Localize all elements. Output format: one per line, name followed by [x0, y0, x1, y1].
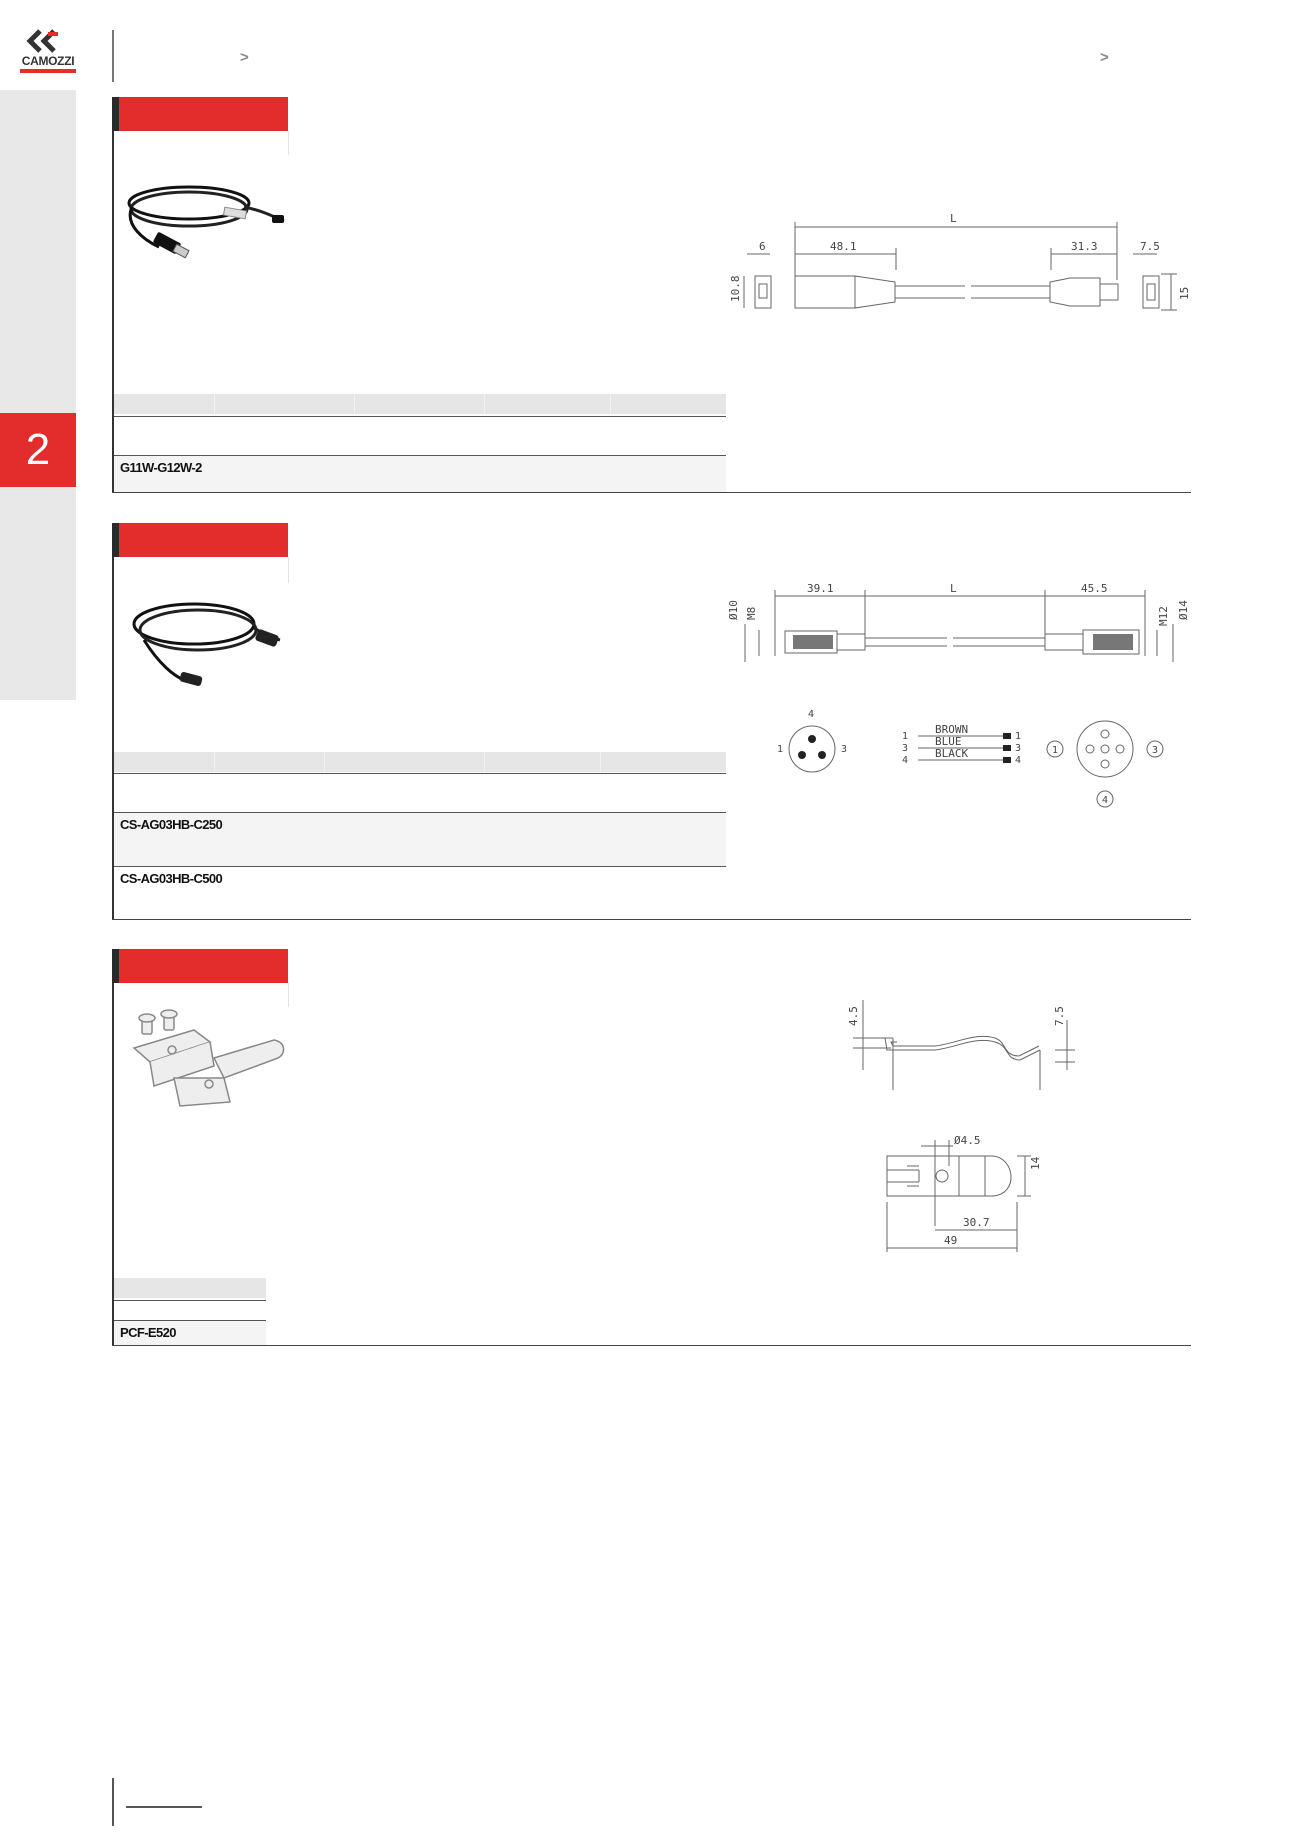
- din-clip-dimension-drawing: [835, 990, 1095, 1260]
- logo-text: CAMOZZI: [21, 54, 75, 68]
- product-code[interactable]: G11W-G12W-2: [120, 460, 202, 475]
- dim-label: 6: [759, 240, 766, 253]
- dim-label: 49: [944, 1234, 958, 1247]
- pin-label: 3: [1152, 745, 1159, 756]
- table-header-separator: [600, 752, 601, 772]
- wire-pin-label: 4: [1015, 755, 1022, 766]
- dim-label: 48.1: [830, 240, 857, 253]
- tab-edge: [288, 983, 289, 1007]
- product-code[interactable]: PCF-E520: [120, 1325, 176, 1340]
- table-header-separator: [324, 752, 325, 772]
- dim-label: 45.5: [1081, 582, 1108, 595]
- wire-pin-label: 4: [902, 755, 909, 766]
- dim-label: 14: [1029, 1156, 1042, 1170]
- product-image-usb-cable: [114, 165, 290, 275]
- table-header-separator: [484, 394, 485, 414]
- dim-label: 30.7: [963, 1216, 990, 1229]
- breadcrumb-chevron-icon[interactable]: >: [1100, 49, 1109, 66]
- product-code[interactable]: CS-AG03HB-C250: [120, 817, 223, 832]
- block-bottom-rule: [112, 492, 1191, 493]
- pin-label: 3: [841, 744, 848, 755]
- usb-cable-dimension-drawing: [725, 210, 1200, 330]
- table-header-separator: [214, 752, 215, 772]
- wire-pin-label: 3: [1015, 743, 1022, 754]
- chapter-number-tab[interactable]: 2: [0, 413, 76, 487]
- product-code[interactable]: CS-AG03HB-C500: [120, 871, 223, 886]
- camozzi-mark-icon: [18, 28, 78, 54]
- dim-label: L: [950, 212, 957, 225]
- table-header-separator: [214, 394, 215, 414]
- dim-label: 31.3: [1071, 240, 1098, 253]
- table-row[interactable]: [114, 813, 726, 866]
- m8-m12-cable-dimension-drawing: [725, 580, 1200, 820]
- dim-label: Ø14: [1177, 600, 1190, 620]
- wire-pin-label: 1: [902, 731, 909, 742]
- table-rule: [114, 416, 726, 417]
- wire-color-label: BROWN: [935, 723, 969, 736]
- table-row[interactable]: [114, 867, 726, 919]
- logo-red-bar: [20, 69, 76, 73]
- table-header-separator: [354, 394, 355, 414]
- dim-label: Ø10: [727, 600, 740, 620]
- tab-edge: [288, 131, 289, 155]
- footer-rule: [126, 1806, 202, 1808]
- pin-label: 1: [1052, 745, 1059, 756]
- footer-divider: [112, 1778, 114, 1826]
- dim-label: L: [950, 582, 957, 595]
- table-header: [114, 752, 726, 772]
- product-title-tab: [112, 949, 288, 983]
- dim-label: Ø4.5: [954, 1134, 981, 1147]
- product-title-tab: [112, 523, 288, 557]
- dim-label: M8: [745, 606, 758, 620]
- pin-label: 1: [777, 744, 784, 755]
- dim-label: 15: [1178, 286, 1191, 300]
- table-rule: [114, 773, 726, 774]
- product-image-m8-m12-cable: [114, 594, 290, 694]
- dim-label: 39.1: [807, 582, 834, 595]
- breadcrumb-chevron-icon[interactable]: >: [240, 49, 249, 66]
- camozzi-logo[interactable]: [18, 28, 78, 76]
- dim-label: 10.8: [729, 275, 742, 302]
- table-rule: [114, 1300, 266, 1301]
- table-header: [114, 1278, 266, 1298]
- wire-pin-label: 3: [902, 743, 909, 754]
- table-header-separator: [484, 752, 485, 772]
- block-frame-left: [112, 97, 114, 493]
- table-header: [114, 394, 726, 414]
- pin-label: 4: [1102, 795, 1109, 806]
- tab-edge: [288, 557, 289, 583]
- chapter-sidebar: [0, 90, 76, 700]
- wire-pin-label: 1: [1015, 731, 1022, 742]
- product-title-tab: [112, 97, 288, 131]
- wire-color-label: BLUE: [935, 735, 962, 748]
- pin-label: 4: [808, 709, 815, 720]
- table-row[interactable]: [114, 1321, 266, 1345]
- product-image-din-clips: [114, 1006, 290, 1114]
- block-bottom-rule: [112, 1345, 1191, 1346]
- block-bottom-rule: [112, 919, 1191, 920]
- header-divider: [112, 30, 114, 82]
- dim-label: 7.5: [1140, 240, 1160, 253]
- wire-color-label: BLACK: [935, 747, 969, 760]
- dim-label: 7.5: [1053, 1006, 1066, 1026]
- dim-label: 4.5: [847, 1006, 860, 1026]
- table-header-separator: [610, 394, 611, 414]
- dim-label: M12: [1157, 606, 1170, 626]
- table-row[interactable]: [114, 456, 726, 492]
